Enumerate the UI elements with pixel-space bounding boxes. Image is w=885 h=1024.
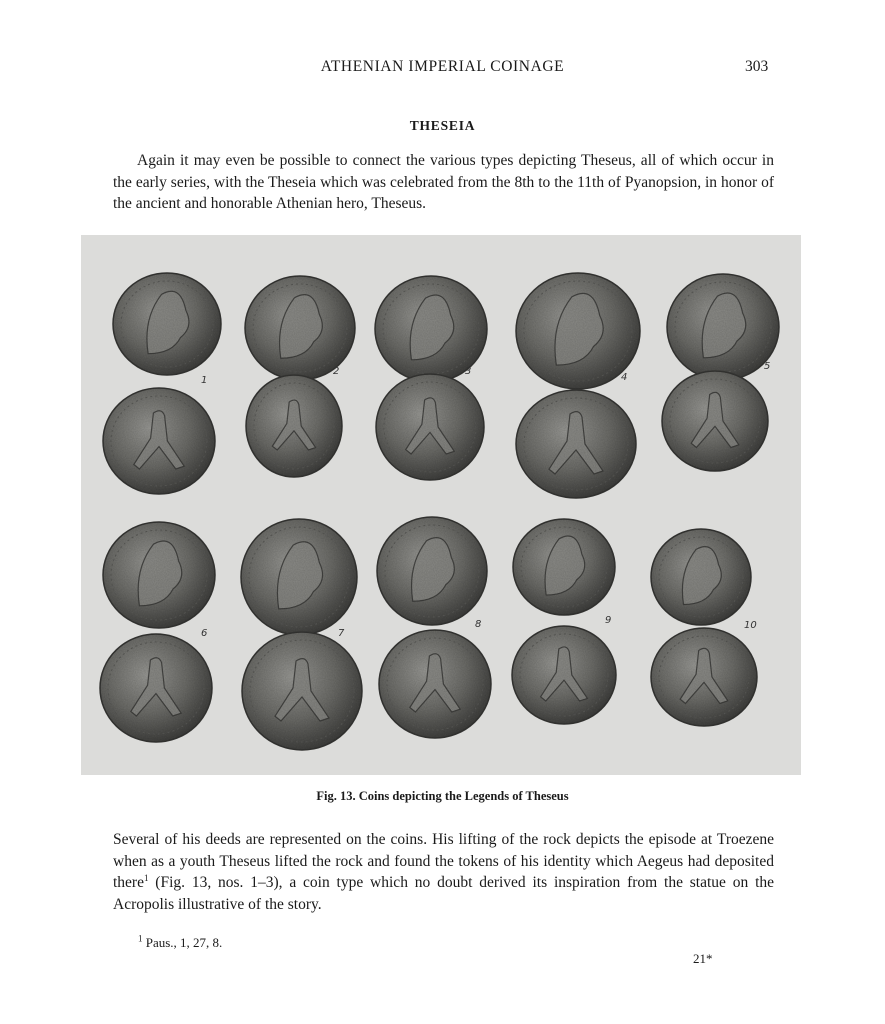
body-paragraph: [113, 829, 774, 916]
coin-reverse: [246, 375, 342, 477]
signature-mark: 21*: [693, 951, 713, 966]
footnote-text: Paus., 1, 27, 8.: [145, 935, 223, 950]
coin-number-label: 7: [338, 628, 345, 639]
coin-reverse: [100, 634, 212, 742]
footnote-reference: 1: [143, 873, 149, 884]
footnote-marker: 1: [138, 933, 143, 944]
coin-number-label: 10: [744, 620, 757, 631]
coin-obverse: [513, 519, 615, 615]
coin-number-label: 2: [333, 366, 340, 377]
figure-caption: Fig. 13. Coins depicting the Legends of Theseus: [316, 789, 569, 803]
coin-obverse: [103, 522, 215, 628]
coin-reverse: [379, 630, 491, 738]
coin-number-label: 6: [201, 628, 208, 639]
coin-number-label: 3: [465, 366, 472, 377]
coin-number-label: 9: [605, 615, 612, 626]
coin-reverse: [242, 632, 362, 750]
coin-reverse: [516, 390, 636, 498]
coin-number-label: 1: [201, 375, 208, 386]
footnote: [138, 935, 222, 951]
running-head: [0, 58, 885, 80]
coin-obverse: [241, 519, 357, 635]
body-text-after-note: (Fig. 13, nos. 1–3), a coin type which no doubt derived its inspiration from the statue on the Acropolis illustrative of the story.: [113, 874, 774, 914]
coin-obverse: [245, 276, 355, 380]
coin-number-label: 5: [764, 361, 771, 372]
body-text-before-note: Several of his deeds are represented on the coins. His lifting of the rock depicts the episode at Troezene when as a youth Theseus lifted the rock and found the tokens of his identity which Aegeus had deposited there: [113, 831, 774, 892]
coin-reverse: [662, 371, 768, 471]
coin-reverse: [512, 626, 616, 724]
intro-paragraph: Again it may even be possible to connect the various types depicting Theseus, all of which occur in the early series, with the Theseia which was celebrated from the 8th to the 11th of Pyanopsion, in honor of the ancient and honorable Athenian hero, Theseus.: [113, 152, 774, 213]
coin-plate-figure: [81, 235, 801, 775]
coin-obverse: [113, 273, 221, 375]
coin-obverse: [667, 274, 779, 380]
coin-obverse: [377, 517, 487, 625]
coin-number-label: 4: [621, 372, 628, 383]
page-number: 303: [745, 58, 769, 75]
coin-reverse: [376, 374, 484, 480]
coin-obverse: [651, 529, 751, 625]
coin-reverse: [651, 628, 757, 726]
coin-reverse: [103, 388, 215, 494]
running-title: ATHENIAN IMPERIAL COINAGE: [320, 58, 565, 75]
coin-plate-image: [81, 235, 801, 775]
section-title: THESEIA: [409, 118, 476, 133]
coin-number-label: 8: [475, 619, 482, 630]
